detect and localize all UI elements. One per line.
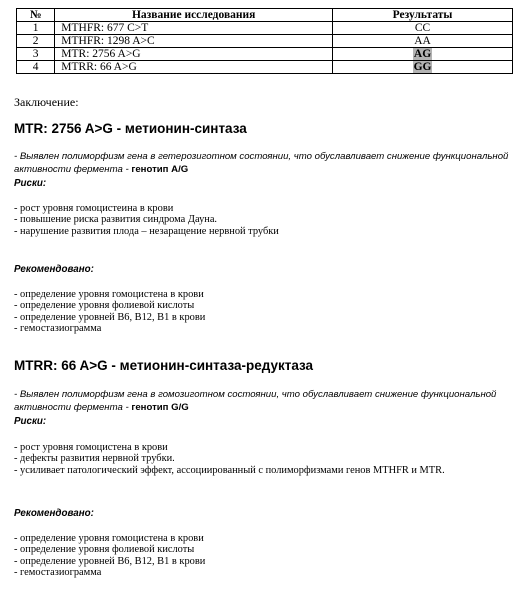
result-value: AA [414,35,431,47]
row-result [333,35,513,48]
list-item: - определение уровня гомоцистена в крови [14,533,204,544]
row-number: 3 [17,48,55,61]
header-test-name: Название исследования [55,9,333,22]
list-item: - определение уровня фолиевой кислоты [14,300,195,312]
row-test-name: MTR: 2756 A>G [55,48,333,61]
row-result [333,61,513,74]
description-text: активности фермента - [14,163,132,175]
list-item: - дефекты развития нервной трубки. [14,453,175,465]
list-item: - определение уровня фолиевой кислоты [14,544,195,556]
row-test-name: MTRR: 66 A>G [55,61,333,74]
row-test-name: MTHFR: 677 C>T [55,22,333,35]
list-item: - определение уровней B6, B12, B1 в крови [14,555,206,567]
risks-label: Риски: [14,416,47,427]
result-value-highlighted: GG [413,61,432,73]
recommendations-list [14,289,205,334]
list-item: - рост уровня гомоцистена в крови [14,442,168,453]
result-value-highlighted: AG [413,48,432,60]
table-row [17,22,513,35]
list-item: - повышение риска развития синдрома Дауна. [14,214,218,226]
conclusion-label: Заключение: [14,95,79,109]
description-line [14,164,528,177]
risks-list [14,203,279,237]
section-description-mtrr [14,389,528,414]
recommended-label: Рекомендовано: [14,508,94,519]
row-number: 1 [17,22,55,35]
list-item: - определение уровней B6, B12, B1 в крови [14,311,206,323]
list-item: - гемостазиограмма [14,322,102,334]
list-item: - определение уровня гомоцистена в крови [14,289,204,300]
header-results: Результаты [333,9,513,22]
section-title-mtrr: MTRR: 66 A>G - метионин-синтаза-редуктаза [14,358,314,373]
section-description-mtr [14,151,528,176]
results-table [16,8,513,74]
risks-label: Риски: [14,178,47,189]
description-line [14,402,528,415]
row-number: 2 [17,35,55,48]
risks-list [14,442,445,476]
header-number: № [17,9,55,22]
description-text: активности фермента - [14,401,132,413]
row-result [333,22,513,35]
list-item: - нарушение развития плода – незаращение нервной трубки [14,225,279,237]
description-line: - Выявлен полиморфизм гена в гомозиготном состоянии, что обуславливает снижение функциональной [14,389,497,400]
row-result [333,48,513,61]
table-header-row [17,9,513,22]
recommended-label: Рекомендовано: [14,264,94,275]
list-item: - гемостазиограмма [14,566,102,578]
genotype-value: генотип A/G [131,163,189,175]
row-test-name: MTHFR: 1298 A>C [55,35,333,48]
table-row [17,48,513,61]
section-title-mtr: MTR: 2756 A>G - метионин-синтаза [14,121,247,136]
recommendations-list [14,533,205,578]
result-value: CC [414,22,431,34]
list-item: - рост уровня гомоцистеина в крови [14,203,174,214]
table-row [17,35,513,48]
list-item: - усиливает патологический эффект, ассоциированный с полиморфизмами генов MTHFR и MTR. [14,464,445,476]
row-number: 4 [17,61,55,74]
genotype-value: генотип G/G [131,401,189,413]
table-row [17,61,513,74]
description-line: - Выявлен полиморфизм гена в гетерозиготном состоянии, что обуславливает снижение функциональной [14,151,509,162]
